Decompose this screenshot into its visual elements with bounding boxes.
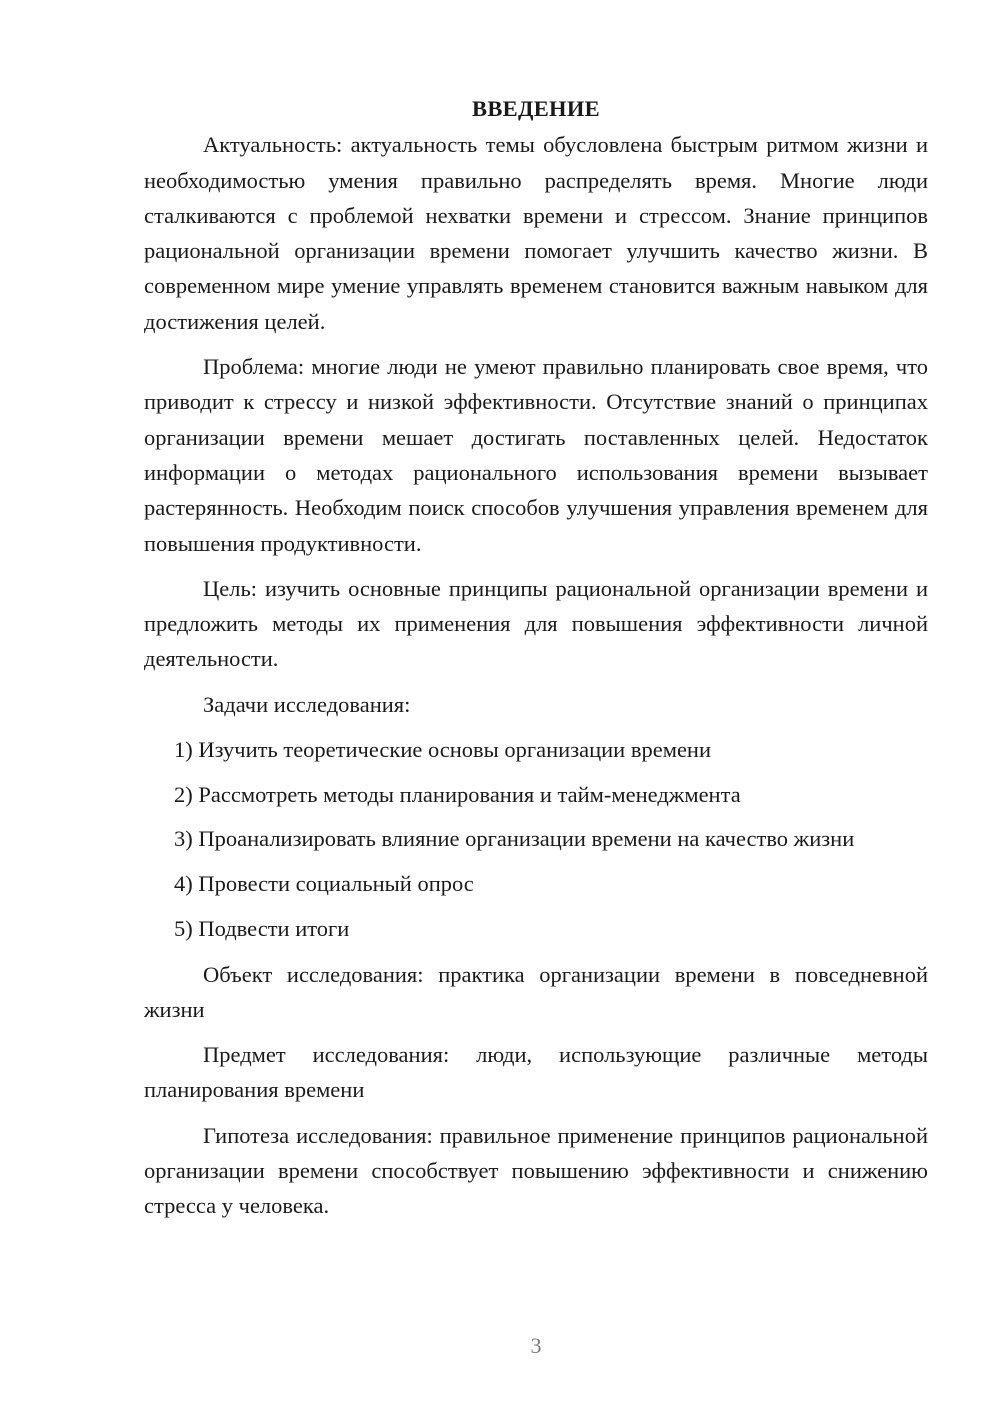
subject-paragraph: Предмет исследования: люди, использующие различные методы планирования времени — [144, 1042, 928, 1103]
task-item-2: 2) Рассмотреть методы планирования и тайм-менеджмента — [174, 781, 741, 807]
page-content — [144, 91, 928, 1224]
task-item-3: 3) Проанализировать влияние организации времени на качество жизни — [174, 826, 855, 852]
task-item-5: 5) Подвести итоги — [174, 916, 350, 942]
object-paragraph: Объект исследования: практика организации времени в повседневной жизни — [144, 961, 928, 1022]
problem-paragraph: Проблема: многие люди не умеют правильно планировать свое время, что приводит к стрессу и низкой эффективности. Отсутствие знаний о принципах организации времени мешает достигать поставленных целей. Недостаток информации о методах рационального использования времени вызывает растерянность. Необходим поиск способов улучшения управления временем для повышения продуктивности. — [144, 354, 928, 556]
goal-paragraph: Цель: изучить основные принципы рациональной организации времени и предложить методы их применения для повышения эффективности личной деятельности. — [144, 575, 928, 672]
tasks-heading: Задачи исследования: — [203, 691, 411, 717]
hypothesis-paragraph: Гипотеза исследования: правильное применение принципов рациональной организации времени способствует повышению эффективности и снижению стресса у человека. — [144, 1122, 928, 1219]
task-item-1: 1) Изучить теоретические основы организации времени — [174, 736, 712, 762]
task-item-4: 4) Провести социальный опрос — [174, 871, 474, 897]
relevance-paragraph: Актуальность: актуальность темы обусловлена быстрым ритмом жизни и необходимостью умения правильно распределять время. Многие люди сталкиваются с проблемой нехватки времени и стрессом. Знание принципов рациональной организации времени помогает улучшить качество жизни. В современном мире умение управлять временем становится важным навыком для достижения целей. — [144, 132, 928, 334]
page-number: 3 — [530, 1333, 542, 1358]
section-heading: ВВЕДЕНИЕ — [472, 96, 600, 121]
